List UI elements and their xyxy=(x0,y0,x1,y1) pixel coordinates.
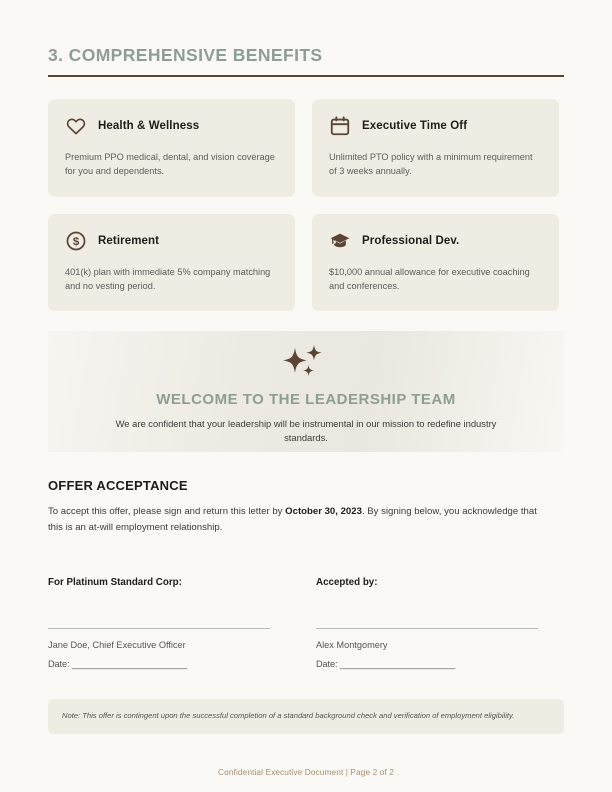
offer-acceptance-title: OFFER ACCEPTANCE xyxy=(48,478,188,493)
signature-name: Jane Doe, Chief Executive Officer xyxy=(48,639,186,650)
benefit-card-health-wellness xyxy=(48,99,295,197)
graduation-cap-icon xyxy=(329,230,351,252)
benefit-card-description: Unlimited PTO policy with a minimum requirement of 3 weeks annually. xyxy=(329,152,533,177)
benefit-card-executive-time-off xyxy=(312,99,559,197)
page-title: 3. COMPREHENSIVE BENEFITS xyxy=(48,45,323,65)
offer-deadline-date: October 30, 2023 xyxy=(285,506,362,517)
note-text: Note: This offer is contingent upon the successful completion of a standard background check and verification of employment eligibility. xyxy=(62,710,515,720)
section-header xyxy=(48,0,564,77)
benefit-card-header xyxy=(329,230,542,252)
benefit-card-description: Premium PPO medical, dental, and vision coverage for you and dependents. xyxy=(65,152,275,177)
svg-text:$: $ xyxy=(72,235,80,248)
dollar-circle-icon xyxy=(65,230,87,252)
benefit-card-title: Executive Time Off xyxy=(362,120,468,132)
offer-acceptance-body xyxy=(48,504,548,537)
page-footer: Confidential Executive Document | Page 2 of 2 xyxy=(218,767,394,777)
signature-date-field[interactable]: Date: _______________________ xyxy=(316,658,456,669)
signature-block-company xyxy=(48,577,270,669)
banner-subtitle: We are confident that your leadership will be instrumental in our mission to redefine industry standards. xyxy=(115,418,497,444)
heart-icon xyxy=(65,115,87,137)
benefit-card-title: Health & Wellness xyxy=(98,120,200,132)
note-box xyxy=(48,699,564,734)
offer-text-after: . By signing below, you acknowledge that this is an at-will employment relationship. xyxy=(48,506,537,534)
signature-label: Accepted by: xyxy=(316,576,378,588)
banner-title: WELCOME TO THE LEADERSHIP TEAM xyxy=(156,391,456,408)
signature-block-employee xyxy=(316,577,538,669)
benefit-card-header xyxy=(65,230,278,252)
benefit-card-header xyxy=(65,115,278,137)
offer-text-before: To accept this offer, please sign and return this letter by xyxy=(48,506,286,517)
signature-label: For Platinum Standard Corp: xyxy=(48,576,182,588)
calendar-icon xyxy=(329,115,351,137)
section-divider xyxy=(48,75,564,77)
sparkles-icon xyxy=(280,344,332,384)
benefit-card-description: $10,000 annual allowance for executive coaching and conferences. xyxy=(329,266,530,291)
welcome-banner xyxy=(48,331,564,452)
benefit-card-title: Professional Dev. xyxy=(362,234,460,247)
benefit-card-title: Retirement xyxy=(98,234,160,247)
benefit-card-header xyxy=(329,115,542,137)
signature-section xyxy=(48,577,564,669)
benefit-card-retirement xyxy=(48,214,295,312)
benefits-grid xyxy=(48,99,564,311)
signature-name: Alex Montgomery xyxy=(316,639,388,650)
signature-line[interactable] xyxy=(316,628,538,629)
sparkle-icon-wrap xyxy=(48,344,564,384)
benefit-card-professional-dev xyxy=(312,214,559,312)
benefit-card-description: 401(k) plan with immediate 5% company matching and no vesting period. xyxy=(65,266,271,291)
signature-date-field[interactable]: Date: _______________________ xyxy=(48,658,188,669)
signature-line[interactable] xyxy=(48,628,270,629)
